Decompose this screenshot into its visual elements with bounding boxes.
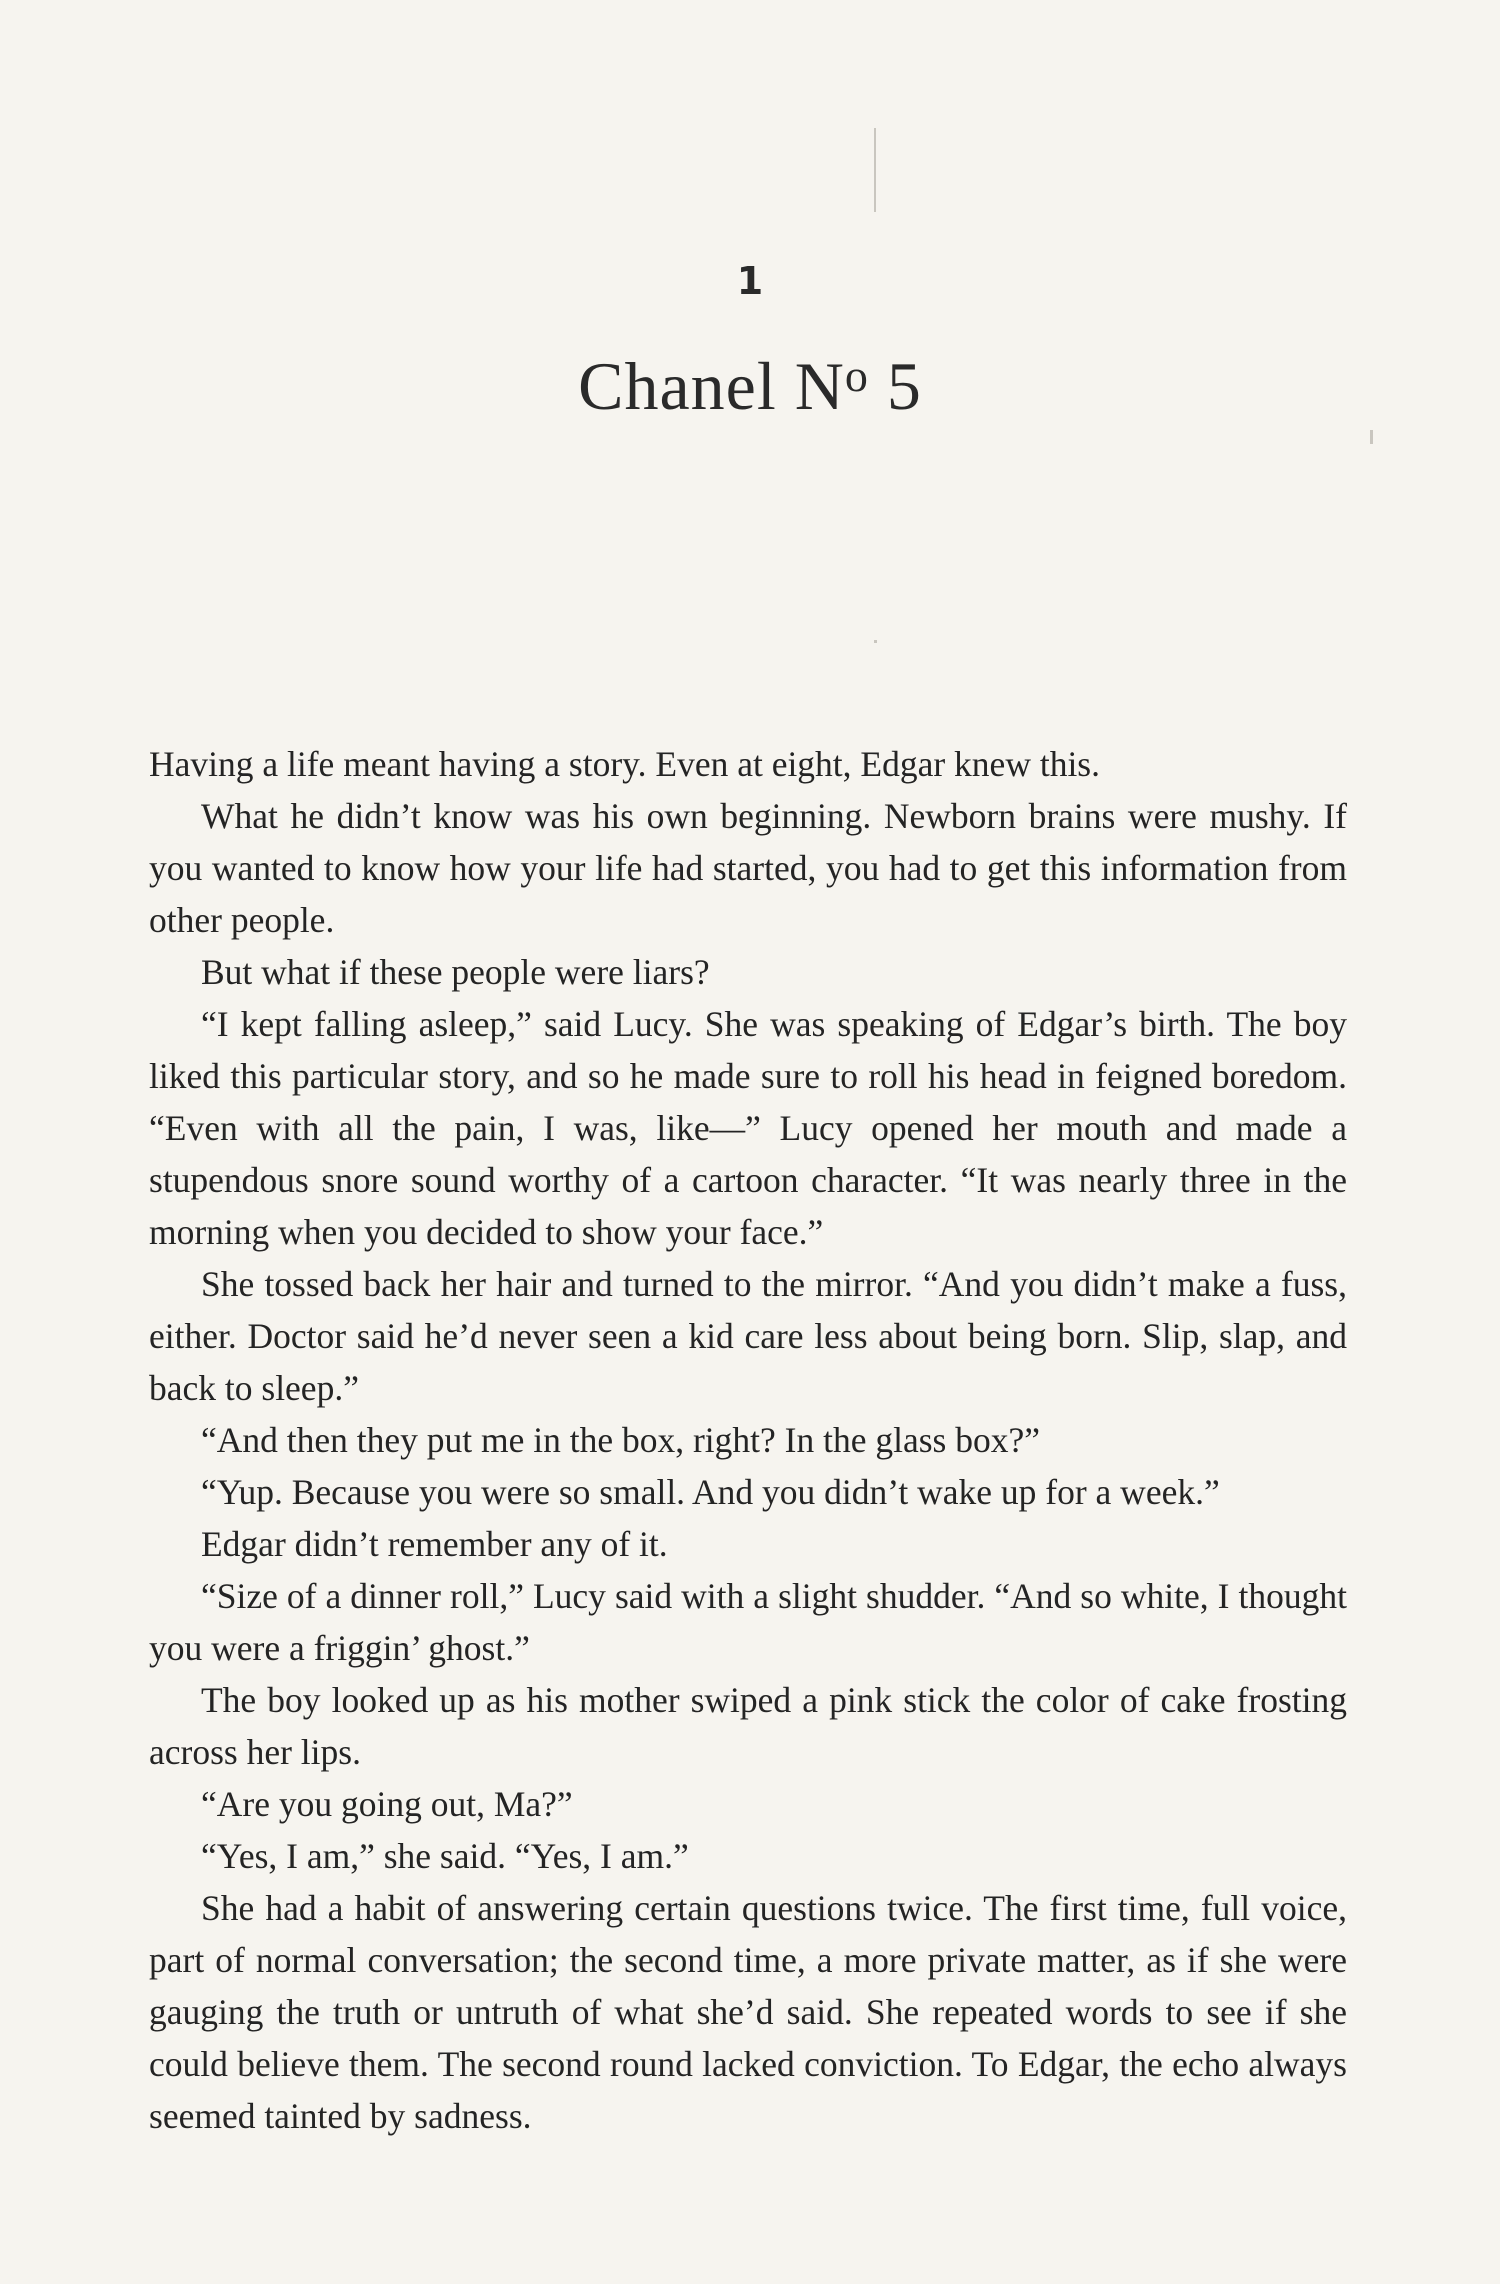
- paragraph: “Are you going out, Ma?”: [201, 1784, 573, 1824]
- paragraph: The boy looked up as his mother swiped a pink stick the color of cake frosting across her lips.: [149, 1680, 1347, 1772]
- paragraph: Edgar didn’t remember any of it.: [201, 1524, 668, 1564]
- chapter-title-name: Chanel N: [578, 348, 845, 424]
- paragraph: “Yup. Because you were so small. And you didn’t wake up for a week.”: [201, 1472, 1220, 1512]
- chapter-title: [0, 348, 1500, 424]
- chapter-body: [149, 738, 1347, 2142]
- paragraph: “Size of a dinner roll,” Lucy said with a slight shudder. “And so white, I thought you were a friggin’ ghost.”: [149, 1576, 1347, 1668]
- paragraph: She tossed back her hair and turned to the mirror. “And you didn’t make a fuss, either. Doctor said he’d never seen a kid care less about being born. Slip, slap, and back to sleep.”: [149, 1264, 1347, 1408]
- paper-fleck: [874, 640, 877, 643]
- paragraph: But what if these people were liars?: [201, 952, 710, 992]
- chapter-title-number: 5: [868, 348, 922, 424]
- paragraph: What he didn’t know was his own beginning. Newborn brains were mushy. If you wanted to know how your life had started, you had to get this information from other people.: [149, 796, 1347, 940]
- paper-fleck: [874, 128, 876, 212]
- paragraph: “Yes, I am,” she said. “Yes, I am.”: [201, 1836, 689, 1876]
- paragraph: “I kept falling asleep,” said Lucy. She was speaking of Edgar’s birth. The boy liked this particular story, and so he made sure to roll his head in feigned boredom. “Even with all the pain, I was, like—” Lucy opened her mouth and made a stupendous snore sound worthy of a cartoon character. “It was nearly three in the morning when you decided to show your face.”: [149, 1004, 1347, 1252]
- paragraph: She had a habit of answering certain questions twice. The first time, full voice, part of normal conversation; the second time, a more private matter, as if she were gauging the truth or untruth of what she’d said. She repeated words to see if she could believe them. The second round lacked conviction. To Edgar, the echo always seemed tainted by sadness.: [149, 1888, 1347, 2136]
- chapter-title-superscript: o: [844, 350, 869, 401]
- paper-fleck: [1370, 430, 1373, 444]
- chapter-number: 1: [736, 259, 764, 303]
- paragraph: Having a life meant having a story. Even at eight, Edgar knew this.: [149, 744, 1100, 784]
- paragraph: “And then they put me in the box, right? In the glass box?”: [201, 1420, 1040, 1460]
